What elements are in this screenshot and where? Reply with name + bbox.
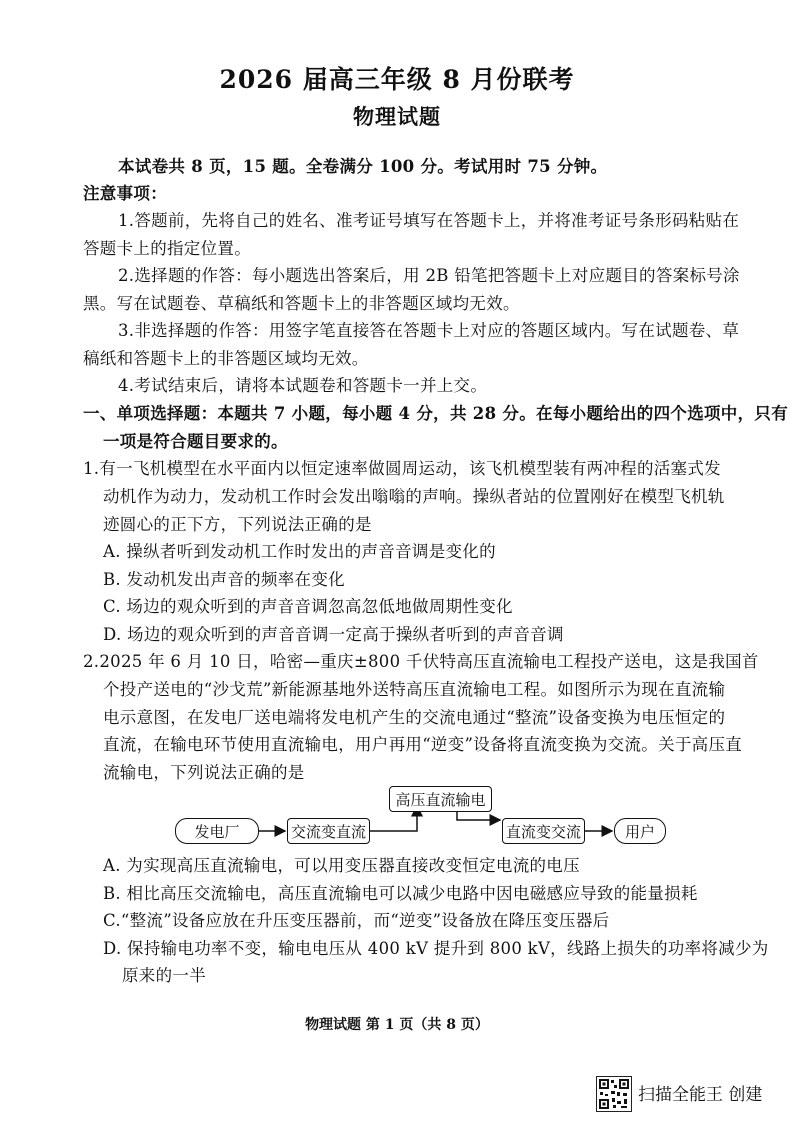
box-power-plant: 发电厂 <box>175 818 259 844</box>
qr-code-icon <box>596 1076 632 1112</box>
question-2-option-d-continued: 原来的一半 <box>122 966 206 985</box>
exam-summary: 本试卷共 8 页，15 题。全卷满分 100 分。考试用时 75 分钟。 <box>118 157 608 176</box>
note-line: 答题卡上的指定位置。 <box>83 239 251 258</box>
notes-heading: 注意事项： <box>83 184 167 203</box>
exam-subject-title: 物理试题 <box>353 104 441 129</box>
question-2-stem: 直流，在输电环节使用直流输电，用户再用“逆变”设备将直流变换为交流。关于高压直 <box>103 735 743 754</box>
note-line: 1.答题前，先将自己的姓名、准考证号填写在答题卡上，并将准考证号条形码粘贴在 <box>118 211 740 230</box>
question-1-option-c: C. 场边的观众听到的声音音调忽高忽低地做周期性变化 <box>103 597 513 616</box>
section-heading: 一、单项选择题：本题共 7 小题，每小题 4 分，共 28 分。在每小题给出的四个选项中，只有 <box>83 404 788 423</box>
note-line: 2.选择题的作答：每小题选出答案后，用 2B 铅笔把答题卡上对应题目的答案标号涂 <box>118 266 740 285</box>
question-1-stem: 动机作为动力，发动机工作时会发出嗡嗡的声响。操纵者站的位置刚好在模型飞机轨 <box>103 487 725 506</box>
question-2-stem: 个投产送电的“沙戈荒”新能源基地外送特高压直流输电工程。如图所示为现在直流输 <box>103 680 726 699</box>
note-line: 4.考试结束后，请将本试题卷和答题卡一并上交。 <box>118 376 488 395</box>
note-line: 黑。写在试题卷、草稿纸和答题卡上的非答题区域均无效。 <box>83 294 520 313</box>
question-2-option-a: A. 为实现高压直流输电，可以用变压器直接改变恒定电流的电压 <box>103 856 580 875</box>
question-1-option-a: A. 操纵者听到发动机工作时发出的声音音调是变化的 <box>103 542 496 561</box>
question-1-stem: 1.有一飞机模型在水平面内以恒定速率做圆周运动，该飞机模型装有两冲程的活塞式发 <box>83 459 721 478</box>
scanner-watermark: 扫描全能王 创建 <box>638 1085 763 1105</box>
box-ac-to-dc: 交流变直流 <box>287 818 370 844</box>
question-2-option-b: B. 相比高压交流输电，高压直流输电可以减少电路中因电磁感应导致的能量损耗 <box>103 884 698 903</box>
question-1-option-b: B. 发动机发出声音的频率在变化 <box>103 570 345 589</box>
box-dc-to-ac: 直流变交流 <box>502 818 585 844</box>
note-line: 3.非选择题的作答：用签字笔直接答在答题卡上对应的答题区域内。写在试题卷、草 <box>118 321 740 340</box>
note-line: 稿纸和答题卡上的非答题区域均无效。 <box>83 349 369 368</box>
section-heading-continued: 一项是符合题目要求的。 <box>103 432 288 451</box>
question-2-stem: 电示意图，在发电厂送电端将发电机产生的交流电通过“整流”设备变换为电压恒定的 <box>103 708 726 727</box>
question-2-stem: 2.2025 年 6 月 10 日，哈密—重庆±800 千伏特高压直流输电工程投产送电，这是我国首 <box>83 652 759 671</box>
question-1-option-d: D. 场边的观众听到的声音音调一定高于操纵者听到的声音音调 <box>103 625 564 644</box>
question-1-stem: 迹圆心的正下方，下列说法正确的是 <box>103 515 372 534</box>
page-footer: 物理试题 第 1 页（共 8 页） <box>305 1017 489 1033</box>
box-user: 用户 <box>614 818 666 844</box>
exam-title: 2026 届高三年级 8 月份联考 <box>219 65 575 94</box>
question-2-option-c: C.“整流”设备应放在升压变压器前，而“逆变”设备放在降压变压器后 <box>103 911 610 930</box>
question-2-option-d: D. 保持输电功率不变，输电电压从 400 kV 提升到 800 kV，线路上损失的功率将减少为 <box>103 939 769 958</box>
box-hvdc: 高压直流输电 <box>389 786 492 812</box>
hvdc-flow-diagram <box>170 786 670 848</box>
question-2-stem: 流输电，下列说法正确的是 <box>103 763 305 782</box>
